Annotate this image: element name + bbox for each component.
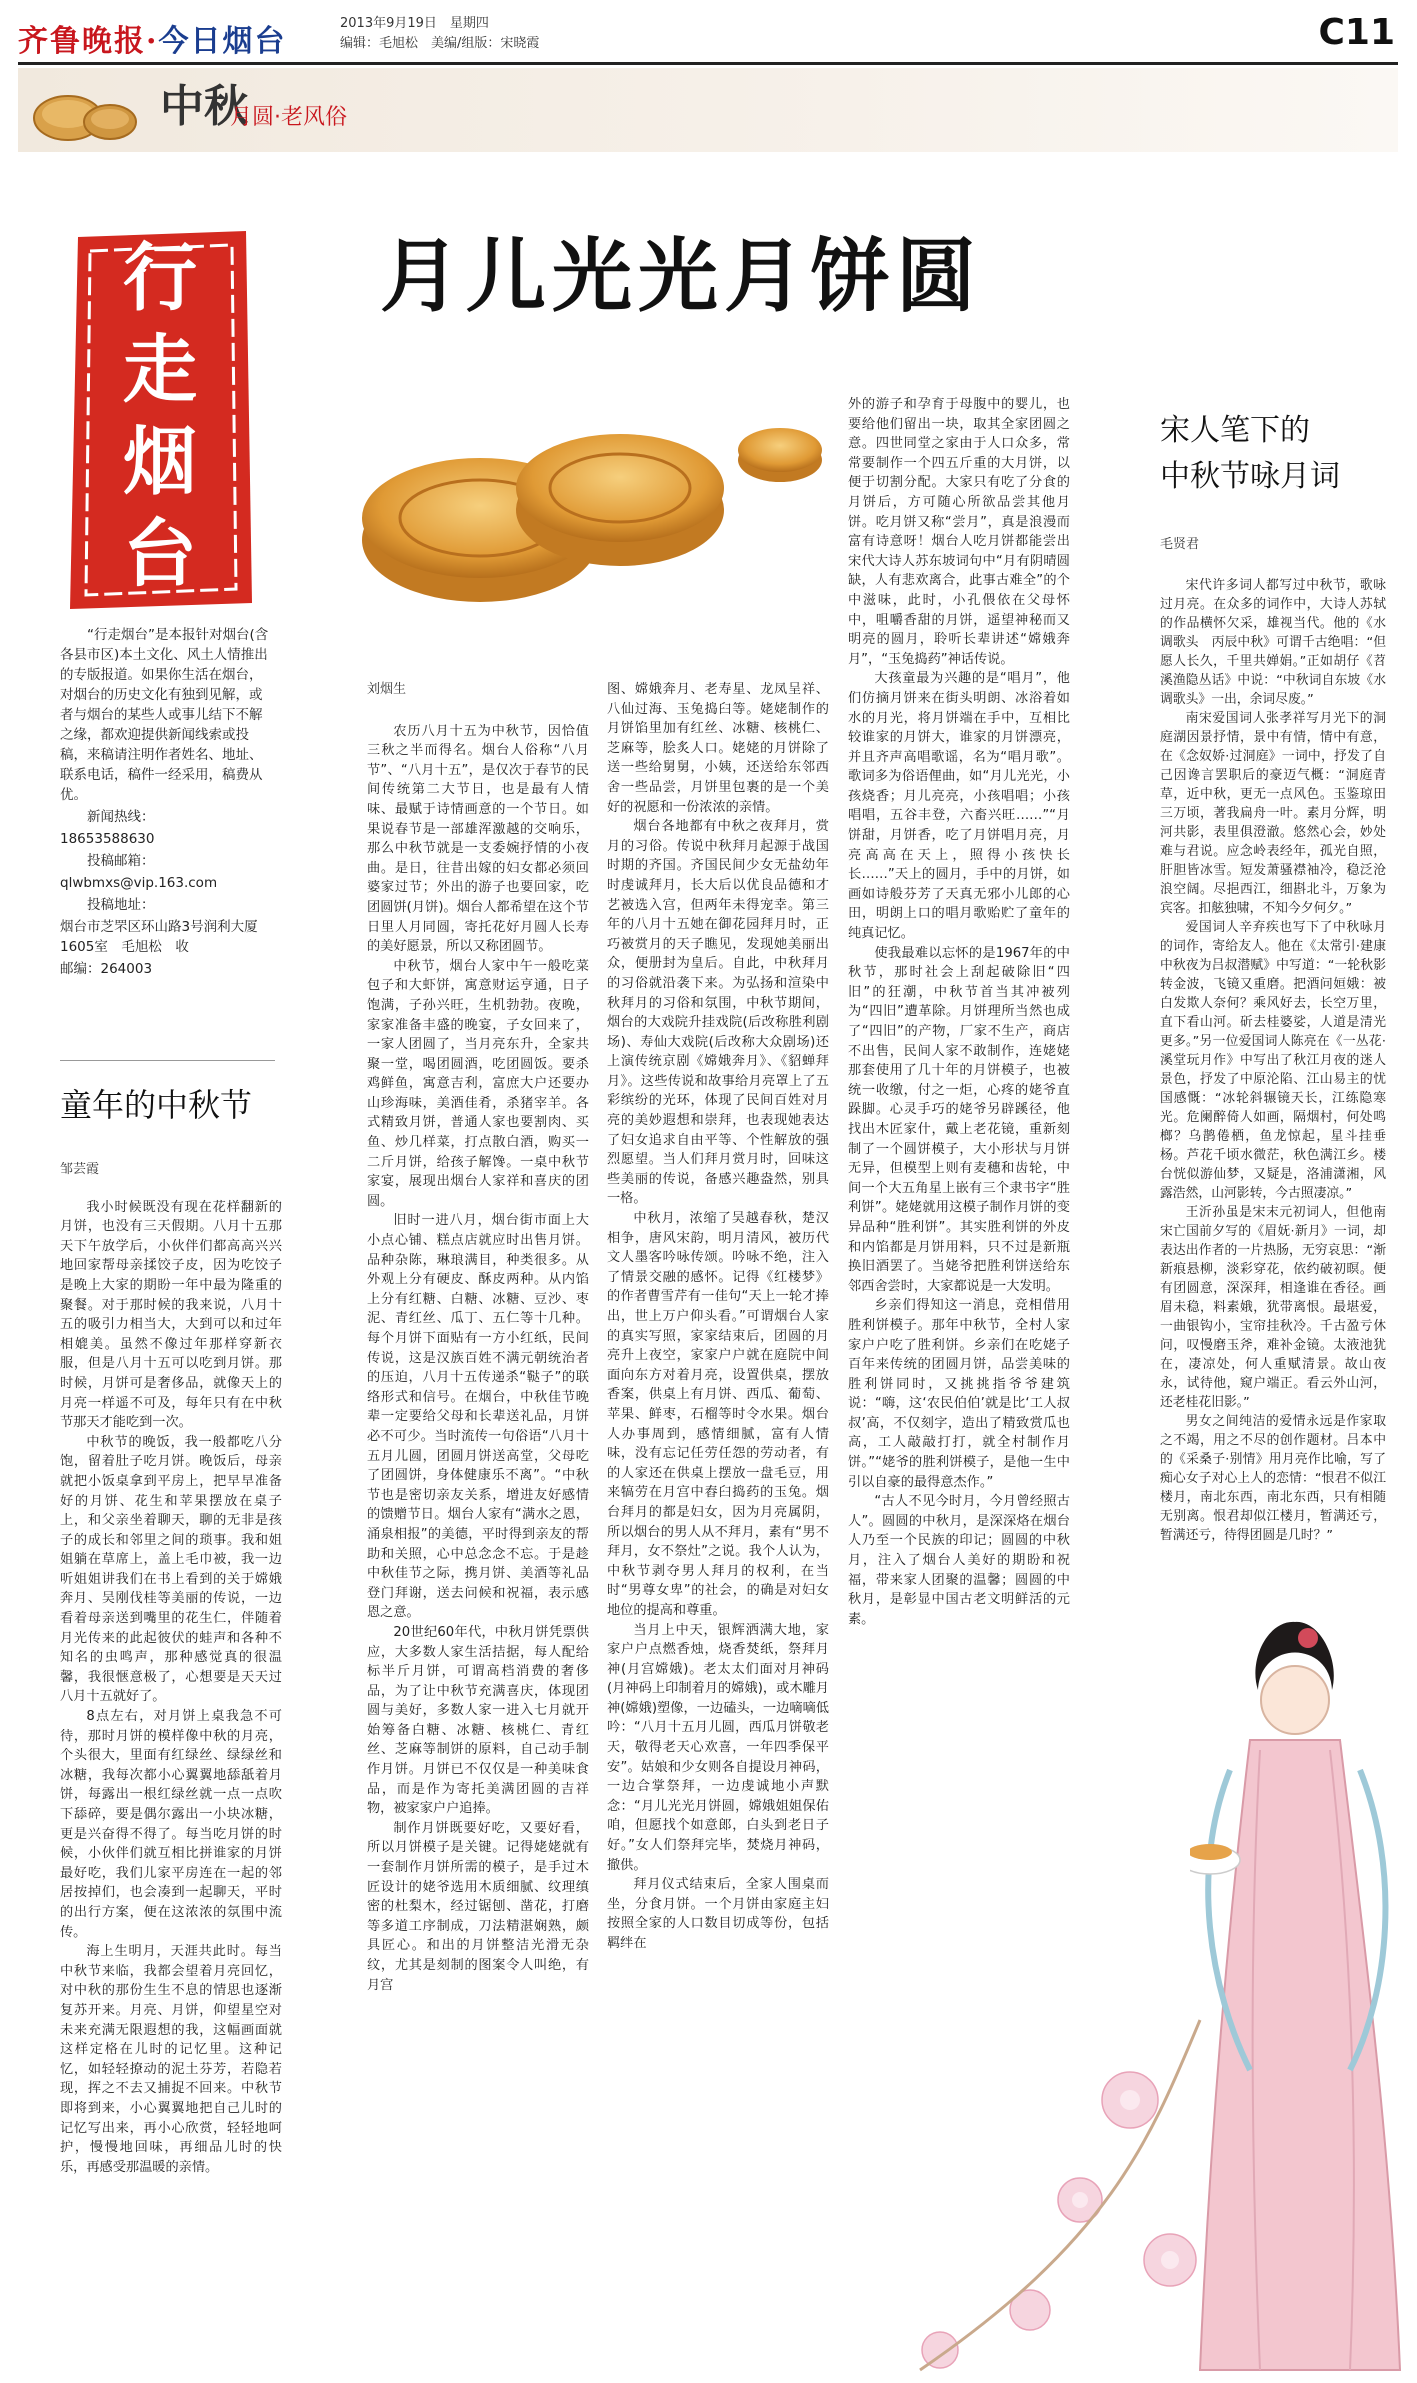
paragraph: 拜月仪式结束后，全家人围桌而坐，分食月饼。一个月饼由家庭主妇按照全家的人口数目切成等份，包括羁绊在 xyxy=(607,1877,829,1951)
paragraph: 烟台各地都有中秋之夜拜月，赏月的习俗。传说中秋拜月起源于战国时期的齐国。齐国民间少女无盐幼年时虔诚拜月，长大后以优良品德和才艺被选入宫，但两年未得宠幸。第三年的八月十五她在御花园拜月时，正巧被赏月的天子瞧见，发现她美丽出众，便册封为皇后。自此，中秋拜月的习俗就沿袭下来。为弘扬和渲染中秋拜月的习俗和氛围，中秋节期间，烟台的大戏院升挂戏院(后改称胜利剧场)、寿仙大戏院(后改称大众剧场)还上演传统京剧《嫦娥奔月》、《貂蝉拜月》。这些传说和故事给月亮罩上了五彩缤纷的光环，体现了民间百姓对月亮的美妙遐想和崇拜，也表现她表达了妇女追求自由平等、个性解放的强烈愿望。当人们拜月赏月时，回味这些美丽的传说，备感兴趣盎然，别具一格。 xyxy=(607,819,829,1207)
paragraph: 旧时一进八月，烟台街市面上大小点心铺、糕点店就应时出售月饼。品种杂陈，琳琅满目，种类很多。从外观上分有硬皮、酥皮两种。从内馅上分有红糖、白糖、冰糖、豆沙、枣泥、青红丝、瓜丁、五仁等十几种。每个月饼下面贴有一方小红纸，民间传说，这是汉族百姓不满元朝统治者的压迫，八月十五传递杀“鞑子”的联络形式和信号。在烟台，中秋佳节晚辈一定要给父母和长辈送礼品，月饼必不可少。当时流传一句俗语“八月十五月儿圆，团圆月饼送高堂，父母吃了团圆饼，身体健康乐不离”。“中秋节也是密切亲友关系，增进友好感情的馈赠节日。烟台人家有“满水之恩，涌泉相报”的美德，平时得到亲友的帮助和关照，心中总念念不忘。于是趁中秋佳节之际，携月饼、美酒等礼品登门拜谢，送去问候和祝福，表示感恩之意。 xyxy=(367,1213,589,1621)
stamp-char: 行 xyxy=(123,235,197,321)
submission-email: qlwbmxs@vip.163.com xyxy=(60,875,218,891)
change-lady-illustration xyxy=(1190,1610,1410,2380)
paragraph: 20世纪60年代，中秋月饼凭票供应，大多数人家生活拮据，每人配给标半斤月饼，可谓高档消费的奢侈品，为了让中秋节充满喜庆，体现团圆与美好，多数人家一进入七月就开始筹备白糖、冰糖、核桃仁、青红丝、芝麻等制饼的原料，自己动手制作月饼。月饼已不仅仅是一种美味食品，而是作为寄托美满团圆的吉祥物，被家家户户追捧。 xyxy=(367,1624,589,1817)
song-title-line-1: 宋人笔下的 xyxy=(1160,413,1310,448)
hotline-number: 18653588630 xyxy=(60,831,155,847)
paragraph: 制作月饼既要好吃，又要好看，所以月饼模子是关键。记得姥姥就有一套制作月饼所需的模子，是手过木匠设计的姥爷选用木质细腻、纹理缜密的杜梨木，经过锯刨、凿花，打磨等多道工序制成，刀法精湛娴熟，颇具匠心。和出的月饼整洁光滑无杂纹，尤其是刻制的图案令人叫绝，有月宫 xyxy=(367,1820,589,1993)
nameplate-separator: · xyxy=(146,24,159,59)
paragraph: 爱国词人辛弃疾也写下了中秋咏月的词作，寄给友人。他在《太常引·建康中秋夜为吕叔潜赋》中写道：“一轮秋影转金波，飞镜又重磨。把酒问姮娥：被白发欺人奈何？乘风好去，长空万里，直下看山河。斫去桂婆娑，人道是清光更多。”另一位爱国词人陈亮在《一丛花·溪堂玩月作》中写出了秋江月夜的迷人景色，抒发了中原沦陷、江山易主的忧国感慨：“冰轮斜辗镜天长，江练隐寒光。危阑醉倚人如画，隔烟村，何处鸣榔？乌鹊倦栖，鱼龙惊起，星斗挂垂杨。芦花千顷水微茫，秋色满江乡。楼台恍似游仙梦，又疑是，洛浦潇湘，风露浩然，山河影转，今古照凄凉。” xyxy=(1160,920,1386,1201)
paragraph: 男女之间纯洁的爱情永远是作家取之不竭，用之不尽的创作题材。吕本中的《采桑子·别情》用月亮作比喻，写了痴心女子对心上人的恋情：“恨君不似江楼月，南北东西，南北东西，只有相随无别离。恨君却似江楼月，暂满还亏，暂满还亏，待得团圆是几时？” xyxy=(1160,1414,1386,1543)
paragraph: 图、嫦娥奔月、老寿星、龙凤呈祥、八仙过海、玉兔捣臼等。姥姥制作的月饼馅里加有红丝、冰糖、核桃仁、芝麻等，脍炙人口。姥姥的月饼除了送一些给舅舅，小姨，还送给东邻西舍一些品尝，月饼里包裹的是一个美好的祝愿和一份浓浓的亲情。 xyxy=(607,682,829,815)
postcode: 邮编：264003 xyxy=(60,961,153,977)
paragraph: 宋代许多词人都写过中秋节，歌咏过月亮。在众多的词作中，大诗人苏轼的作品横怀欠采，雄视当代。他的《水调歌头 丙辰中秋》可谓千古绝唱：“但愿人长久，千里共婵娟。”正如胡仔《苕溪渔隐丛话》中说：“中秋词自东坡《水调歌头》一出，余词尽废。” xyxy=(1160,578,1386,707)
paragraph: “古人不见今时月，今月曾经照古人”。圆圆的中秋月，是深深烙在烟台人乃至一个民族的印记；圆圆的中秋月，注入了烟台人美好的期盼和祝福，带来家人团聚的温馨；圆圆的中秋月，是彰显中国古老文明鲜活的元素。 xyxy=(848,1494,1070,1627)
paragraph: 中秋节的晚饭，我一般都吃八分饱，留着肚子吃月饼。晚饭后，母亲就把小饭桌拿到平房上，把早早准备好的月饼、花生和苹果摆放在桌子上，和父亲坐着聊天，聊的无非是孩子的成长和邻里之间的琐事。我和姐姐躺在草席上，盖上毛巾被，我一边听姐姐讲我们在书上看到的关于嫦娥奔月、吴刚伐桂等美丽的传说，一边看着母亲送到嘴里的花生仁，伴随着月光传来的此起彼伏的蛙声和各种不知名的虫鸣声，那种感觉真的很温馨，我很惬意极了，心想要是天天过八月十五就好了。 xyxy=(60,1434,282,1705)
main-article-title: 月儿光光月饼圆 xyxy=(380,229,982,323)
issue-weekday: 星期四 xyxy=(449,16,489,31)
mooncake-banner-icon xyxy=(30,78,140,144)
intro-text: “行走烟台”是本报针对烟台(含各县市区)本土文化、风土人情推出的专版报道。如果你生活在烟台，对烟台的历史文化有独到见解，或者与烟台的某些人或事儿结下不解之缘，都欢迎提供新闻线索或投稿，来稿请注明作者姓名、地址、联系电话，稿件一经采用，稿费从优。 xyxy=(60,627,269,803)
paragraph: 当月上中天，银辉洒满大地，家家户户点燃香烛，烧香焚纸，祭拜月神(月宫嫦娥)。老太太们面对月神码(月神码上印制着月的嫦娥)，或木雕月神(嫦娥)塑像，一边磕头，一边嘀嘀低吟：“八月十五月儿圆，西瓜月饼敬老天，敬得老天心欢喜，一年四季保平安”。姑娘和少女则各自提设月神码，一边合掌祭拜，一边虔诚地小声默念：“月儿光光月饼圆，嫦娥姐姐保佑咱，但愿找个如意郎，白头到老日子好。”女人们祭拜完毕，焚烧月神码，撤供。 xyxy=(607,1622,829,1873)
song-title-line-2: 中秋节咏月词 xyxy=(1160,459,1340,494)
paragraph: 南宋爱国词人张孝祥写月光下的洞庭湖因景抒情，景中有情，情中有意，在《念奴娇·过洞庭》一词中，抒发了自己因谗言罢职后的豪迈气概：“洞庭青草，近中秋，更无一点风色。玉鉴琼田三万顷，著我扁舟一叶。素月分辉，明河共影，表里俱澄澈。悠然心会，妙处难与君说。应念岭表经年，孤光自照，肝胆皆冰雪。短发萧骚襟袖冷，稳泛沧浪空阔。尽挹西江，细斟北斗，万象为宾客。扣舷独啸，不知今夕何夕。” xyxy=(1160,711,1386,916)
child-article-author: 邹芸霞 xyxy=(60,1162,100,1177)
child-article-body xyxy=(60,1160,282,2177)
address-label: 投稿地址： xyxy=(87,897,155,913)
paragraph: 中秋月，浓缩了吴越春秋，楚汉相争，唐风宋韵，明月清风，被历代文人墨客吟咏传颂。吟咏不绝，注入了情景交融的感怀。记得《红楼梦》的作者曹雪芹有一佳句“天上一轮才捧出，世上万户仰头看。”可谓烟台人家的真实写照，家家结束后，团圆的月亮升上夜空，家家户户就在庭院中间面向东方对着月亮，设置供桌，摆放香案，供桌上有月饼、西瓜、葡萄、苹果、鲜枣，石榴等时令水果。烟台人办事周到，感情细腻，富有人情味，没有忘记任劳任怨的劳动者，有的人家还在供桌上摆放一盘毛豆，用来犒劳在月宫中舂臼捣药的玉兔。烟台拜月的都是妇女，因为月亮属阴，所以烟台的男人从不拜月，素有“男不拜月，女不祭灶”之说。我个人认为，中秋节剥夺男人拜月的权利，在当时“男尊女卑”的社会，的确是对妇女地位的提高和尊重。 xyxy=(607,1211,829,1618)
banner-calligraphy: 中秋 xyxy=(160,81,248,132)
stamp-lettering xyxy=(60,232,260,600)
paragraph: 中秋节，烟台人家中午一般吃菜包子和大虾饼，寓意财运亨通，日子饱满，子孙兴旺，生机勃勃。夜晚，家家准备丰盛的晚宴，子女回来了，一家人团圆了，当月亮东升，全家共聚一堂，喝团圆酒，吃团圆饭。要杀鸡鲜鱼，寓意吉利，富庶大户还要办山珍海味，美酒佳肴，杀猪宰羊。各式精致月饼，普通人家也要割肉、买鱼、炒几样菜，打点散白酒，购买一二斤月饼，给孩子解馋。一桌中秋节家宴，展现出烟台人家祥和喜庆的团圆。 xyxy=(367,958,589,1209)
paper-nameplate xyxy=(18,16,286,60)
paper-name: 齐鲁晚报 xyxy=(18,24,146,59)
flowers-decoration xyxy=(880,1980,1210,2380)
issue-date: 2013年9月19日 xyxy=(340,16,437,31)
song-article-body xyxy=(1160,535,1386,1545)
paragraph: 乡亲们得知这一消息，竞相借用胜利饼模子。那年中秋节，全村人家家户户吃了胜利饼。乡亲们在吃姥子百年来传统的团圆月饼，品尝美味的胜利饼同时，又挑挑指爷爷建筑说：“嗨，这‘农民伯伯’就是比‘工人叔叔’高，不仅刻字，造出了精致赏瓜也高，工人敲敲打打，就全村制作月饼。”“姥爷的胜利饼模子，是他一生中引以自豪的最得意杰作。” xyxy=(848,1298,1070,1490)
mooncakes-illustration xyxy=(350,390,850,630)
paragraph: 使我最难以忘怀的是1967年的中秋节，那时社会上刮起破除旧“四旧”的狂潮，中秋节首当其冲被列为“四旧”遭革除。月饼理所当然也成了“四旧”的产物，厂家不生产，商店不出售，民间人家不敢制作，连姥姥那套使用了几十年的月饼模子，也被统一收缴，付之一炬，心疼的姥爷直跺脚。心灵手巧的姥爷另辟蹊径，他找出木匠家什，戴上老花镜，重新刻制了一个圆饼模子，大小形状与月饼无异，但模型上则有麦穗和齿轮，中间一个大五角星上嵌有三个隶书字“胜利饼”。姥姥就用这模子制作月饼的变异品种“胜利饼”。其实胜利饼的外皮和内馅都是月饼用料，只不过是新瓶换旧酒罢了。当姥爷把胜利饼送给东邻西舍尝时，大家都说是一大发明。 xyxy=(848,945,1070,1294)
main-article-column-2 xyxy=(607,680,829,1954)
song-article-title xyxy=(1160,408,1380,500)
song-article-author: 毛贤君 xyxy=(1160,537,1200,552)
paragraph: 大孩童最为兴趣的是“唱月”，他们仿摘月饼来在街头明朗、冰浴着如水的月光，将月饼端在手中，互相比较谁家的月饼大，谁家的月饼漂亮，并且齐声高唱歌谣，名为“唱月歌”。歌词多为俗语俚曲，如“月儿光光，小孩烧香；月儿亮亮，小孩唱唱；小孩唱唱，五谷丰登，六畜兴旺……”“月饼甜，月饼香，吃了月饼唱月亮，月亮高高在天上，照得小孩快长长……”天上的圆月，手中的月饼，如画如诗般芬芳了天真无邪小儿郎的心田，明朗上口的唱月歌贻贮了童年的纯真记忆。 xyxy=(848,671,1070,942)
stamp-char: 台 xyxy=(123,511,197,597)
paragraph: 外的游子和孕育于母腹中的婴儿，也要给他们留出一块，取其全家团圆之意。四世同堂之家由于人口众多，常常要制作一个四五斤重的大月饼，以便于切割分配。大家只有吃了分食的月饼后，方可随心所欲品尝其他月饼。吃月饼又称“尝月”，真是浪漫而富有诗意呀！烟台人吃月饼都能尝出宋代大诗人苏东坡词句中“月有阴晴圆缺，人有悲欢离合，此事古难全”的个中滋味，此时，小孔偎依在父母怀中，咀嚼香甜的月饼，遥望神秘而又明亮的圆月，聆听长辈讲述“嫦娥奔月”，“玉兔捣药”神话传说。 xyxy=(848,397,1070,667)
banner-label: 月圆·老风俗 xyxy=(230,105,347,130)
section-name: 今日烟台 xyxy=(158,24,287,59)
paragraph: 我小时候既没有现在花样翻新的月饼，也没有三天假期。八月十五那天下午放学后，小伙伴们都高高兴兴地回家帮母亲揉饺子皮，因为吃饺子是晚上大家的期盼一年中最为隆重的聚餐。对于那时候的我来说，八月十五的吸引力相当大，大到可以和过年相媲美。虽然不像过年那样穿新衣服，但是八月十五可以吃到月饼。那时候，月饼可是奢侈品，就像天上的月亮一样遥不可及，每年只有在中秋节那天才能吃到一次。 xyxy=(60,1199,282,1431)
editor-credit: 编辑：毛旭松 xyxy=(340,36,419,51)
main-article-column-1 xyxy=(367,680,589,1995)
stamp-char: 烟 xyxy=(123,419,197,505)
submission-address: 烟台市芝罘区环山路3号润利大厦1605室 毛旭松 收 xyxy=(60,919,258,955)
divider xyxy=(60,1060,275,1061)
paragraph: 海上生明月，天涯共此时。每当中秋节来临，我都会望着月亮回忆，对中秋的那份生生不息的情思也逐渐复苏开来。月亮、月饼，仰望星空对未来充满无限遐想的我，这幅画面就这样定格在儿时的记忆里。这种记忆，如轻轻撩动的泥土芬芳，若隐若现，挥之不去又捕捉不回来。中秋节即将到来，小心翼翼地把自己儿时的记忆写出来，再小心欣赏，轻轻地呵护，慢慢地回味，再细品儿时的快乐，再感受那温暖的亲情。 xyxy=(60,1944,282,2175)
email-label: 投稿邮箱： xyxy=(87,853,155,869)
stamp-char: 走 xyxy=(123,327,197,413)
issue-meta xyxy=(340,14,539,54)
paragraph: 王沂孙虽是宋末元初词人，但他南宋亡国前夕写的《眉妩·新月》一词，却表达出作者的一片热肠，无穷哀思：“渐新痕悬柳，淡彩穿花，依约破初暝。便有团圆意，深深拜，相逢谁在香径。画眉未稳，料素娥，犹带离恨。最堪爱，一曲银钩小，宝帘挂秋冷。千古盈亏休问，叹慢磨玉斧，难补金镜。太液池犹在，凄凉处，何人重赋清景。故山夜永，试待他，窥户端正。看云外山河，还老桂花旧影。” xyxy=(1160,1205,1386,1410)
designer-credit: 美编/组版：宋晓霞 xyxy=(431,36,540,51)
column-intro xyxy=(60,625,275,979)
child-article-title: 童年的中秋节 xyxy=(60,1086,253,1124)
hotline-label: 新闻热线： xyxy=(87,809,155,825)
page-number: C11 xyxy=(1318,12,1395,53)
paragraph: 8点左右，对月饼上桌我急不可待，那时月饼的模样像中秋的月亮，个头很大，里面有红绿丝、绿绿丝和冰糖，我每次都小心翼翼地舔舐着月饼，每露出一根红绿丝就一点一点吹下舔碎，要是偶尔露出一小块冰糖，更是兴奋得不得了。每当吃月饼的时候，小伙伴们就互相比拼谁家的月饼最好吃，我们儿家平房连在一起的邻居按掉们，也会凑到一起聊天，平时的出行方案，便在这浓浓的氛围中流传。 xyxy=(60,1709,282,1940)
main-article-column-3 xyxy=(848,395,1070,1629)
main-article-author: 刘烟生 xyxy=(367,682,407,697)
paragraph: 农历八月十五为中秋节，因恰值三秋之半而得名。烟台人俗称“八月节”、“八月十五”，是仅次于春节的民间传统第二大节日，也是最有人情味、最赋于诗情画意的一个节日。如果说春节是一部雄浑激越的交响乐，那么中秋节就是一支委婉抒情的小夜曲。是日，往昔出嫁的妇女都必须回婆家过节；外出的游子也要回家，吃团圆饼(月饼)。烟台人都希望在这个节日里人月同圆，寄托花好月圆人长寿的美好愿景，所以又称团圆节。 xyxy=(367,723,589,955)
